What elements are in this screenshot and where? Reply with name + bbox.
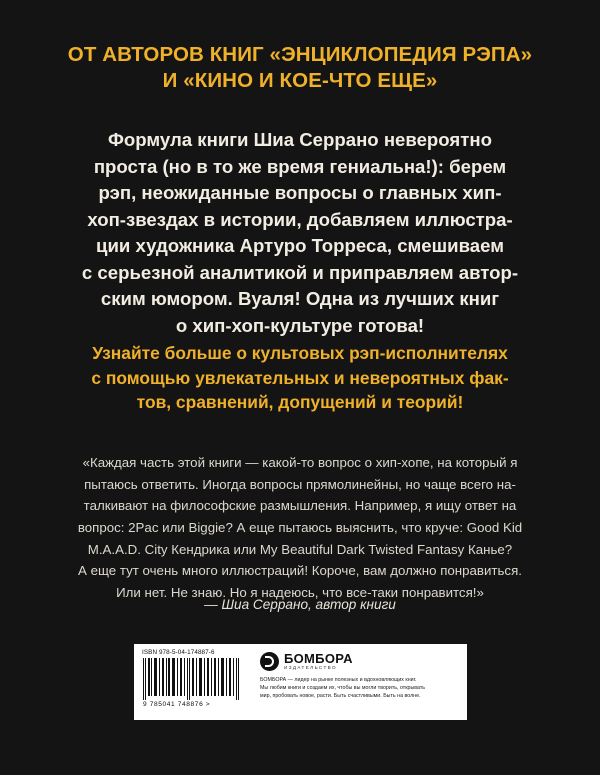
intro-line-2: проста (но в то же время гениальна!): берем — [93, 155, 507, 177]
intro-line-7: ским юмором. Вуаля! Одна из лучших книг — [100, 288, 500, 310]
quote-line-2: пытаюсь ответить. Иногда вопросы прямолинейны, но чаще всего на- — [84, 476, 516, 492]
intro-line-3: рэп, неожиданные вопросы о главных хип- — [98, 182, 502, 204]
headline-line-2: И «КИНО И КОЕ-ЧТО ЕЩЕ» — [162, 69, 438, 93]
intro-line-8: о хип-хоп-культуре готова! — [175, 315, 425, 337]
publisher-block — [256, 644, 467, 720]
publisher-names — [284, 652, 353, 671]
quote-attribution: — Шиа Серрано, автор книги — [204, 597, 396, 612]
subheadline-line-1: Узнайте больше о культовых рэп-исполнителях — [92, 343, 508, 363]
author-quote — [56, 452, 544, 604]
publisher-subtitle: ИЗДАТЕЛЬСТВО — [284, 665, 337, 671]
barcode-icon — [142, 658, 246, 700]
footer-panel — [134, 644, 467, 720]
intro-line-5: ции художника Артуро Торреса, смешиваем — [96, 235, 504, 257]
publisher-blurb-line-3: мир, пробовать новое, расти. Быть счастливыми. Быть на волне. — [260, 692, 421, 699]
barcode-digits: 9 785041 748876 > — [143, 701, 211, 708]
quote-line-7: Или нет. Не знаю. Но я надеюсь, что все-таки понравится!» — [116, 585, 484, 601]
isbn-label: ISBN 978-5-04-174887-6 — [142, 649, 215, 656]
publisher-blurb-line-1: БОМБОРА — лидер на рынке полезных и вдохновляющих книг. — [260, 677, 417, 683]
intro-line-1: Формула книги Шиа Серрано невероятно — [108, 129, 492, 150]
intro-line-6: с серьезной аналитикой и приправляем автор- — [81, 261, 519, 283]
quote-line-3: талкивают на философские размышления. Например, я ищу ответ на — [83, 498, 517, 514]
publisher-name: БОМБОРА — [284, 651, 353, 667]
publisher-blurb-line-2: Мы любим книги и создаем их, чтобы вы могли творить, открывать — [260, 684, 426, 691]
barcode-block — [134, 644, 256, 720]
headline — [38, 42, 562, 94]
subheadline-line-2: с помощью увлекательных и невероятных фак- — [91, 367, 509, 388]
quote-line-1: «Каждая часть этой книги — какой-то вопрос о хип-хопе, на который я — [82, 455, 518, 470]
quote-line-4: вопрос: 2Pac или Biggie? А еще пытаюсь выяснить, что круче: Good Kid — [77, 520, 523, 536]
headline-line-1: ОТ АВТОРОВ КНИГ «ЭНЦИКЛОПЕДИЯ РЭПА» — [67, 43, 533, 66]
quote-line-5: M.A.A.D. City Кендрика или My Beautiful Dark Twisted Fantasy Канье? — [87, 541, 513, 557]
quote-line-6: А еще тут очень много иллюстраций! Короче, вам должно понравиться. — [78, 563, 522, 579]
intro-paragraph — [54, 127, 546, 340]
subheadline — [48, 341, 552, 415]
publisher-blurb — [260, 677, 459, 701]
publisher-mark-icon — [260, 652, 279, 671]
intro-line-4: хоп-звездах в истории, добавляем иллюстра- — [87, 208, 513, 230]
publisher-logo — [260, 652, 459, 671]
subheadline-line-3: тов, сравнений, допущений и теорий! — [136, 392, 464, 413]
